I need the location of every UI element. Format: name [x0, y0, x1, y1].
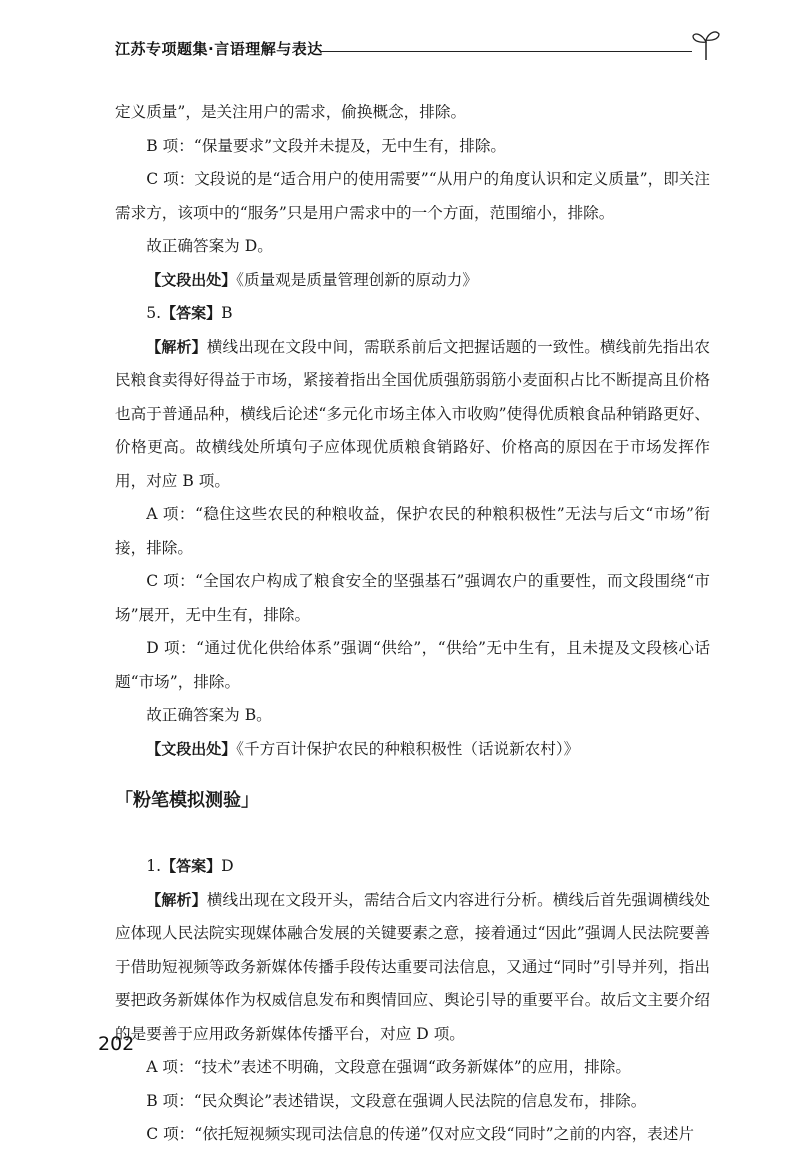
analysis-text: 横线出现在文段中间，需联系前后文把握话题的一致性。横线前先指出农民粮食卖得好得益于市场，紧接着指出全国优质强筋弱筋小麦面积占比不断提高且价格也高于普通品种，横线后论述“多元化市场主体入市收购”使得优质粮食品种销路更好、价格更高。故横线处所填句子应体现优质粮食销路好、价格高的原因在于市场发挥作用，对应 B 项。: [115, 337, 710, 490]
question-number: 1.: [146, 857, 162, 875]
analysis-paragraph: [115, 331, 710, 499]
sprout-icon: [691, 28, 721, 62]
page-body: [115, 96, 710, 1152]
paragraph: A 项：“稳住这些农民的种粮收益，保护农民的种粮积极性”无法与后文“市场”衔接，排除。: [115, 505, 710, 557]
paragraph: C 项：“依托短视频实现司法信息的传递”仅对应文段“同时”之前的内容，表述片: [146, 1125, 694, 1143]
paragraph: D 项：“通过优化供给体系”强调“供给”，“供给”无中生有，且未提及文段核心话题“市场”，排除。: [115, 639, 710, 691]
paragraph: A 项：“技术”表述不明确，文段意在强调“政务新媒体”的应用，排除。: [146, 1058, 631, 1076]
running-header-title: 江苏专项题集·言语理解与表达: [115, 40, 323, 58]
analysis-paragraph: [115, 884, 710, 1052]
paragraph: B 项：“保量要求”文段并未提及，无中生有，排除。: [146, 136, 507, 155]
paragraph: 故正确答案为 D。: [146, 237, 273, 255]
source-text: 《质量观是质量管理创新的原动力》: [236, 270, 478, 289]
paragraph: 定义质量”，是关注用户的需求，偷换概念，排除。: [115, 103, 467, 121]
source-label: 【文段出处】: [146, 739, 237, 758]
paragraph: C 项：文段说的是“适合用户的使用需要”“从用户的角度认识和定义质量”，即关注需求方，该项中的“服务”只是用户需求中的一个方面，范围缩小，排除。: [115, 170, 710, 222]
analysis-text: 横线出现在文段开头，需结合后文内容进行分析。横线后首先强调横线处应体现人民法院实现媒体融合发展的关键要素之意，接着通过“因此”强调人民法院要善于借助短视频等政务新媒体传播手段传达重要司法信息，又通过“同时”引导并列，指出要把政务新媒体作为权威信息发布和舆情回应、舆论引导的重要平台。故后文主要介绍的是要善于应用政务新媒体传播平台，对应 D 项。: [115, 890, 710, 1043]
header-rule: [320, 51, 692, 52]
paragraph: 故正确答案为 B。: [146, 706, 272, 724]
analysis-label: 【解析】: [146, 890, 207, 909]
answer-label: 【答案】: [161, 304, 222, 322]
answer-line: [115, 297, 710, 331]
answer-value: D: [221, 857, 234, 875]
running-header: [115, 28, 720, 68]
section-heading: 「粉笔模拟测验」: [115, 790, 259, 811]
source-label: 【文段出处】: [146, 270, 237, 289]
paragraph: C 项：“全国农户构成了粮食安全的坚强基石”强调农户的重要性，而文段围绕“市场”展开，无中生有，排除。: [115, 572, 710, 624]
source-line: [115, 733, 710, 767]
answer-label: 【答案】: [161, 857, 222, 875]
paragraph: B 项：“民众舆论”表述错误，文段意在强调人民法院的信息发布，排除。: [146, 1091, 647, 1110]
answer-line: [115, 850, 710, 884]
page-number: 202: [98, 1033, 135, 1055]
analysis-label: 【解析】: [146, 337, 207, 356]
answer-value: B: [221, 304, 233, 322]
source-text: 《千方百计保护农民的种粮积极性（话说新农村）》: [236, 739, 580, 758]
source-line: [115, 264, 710, 298]
question-number: 5.: [146, 304, 162, 322]
